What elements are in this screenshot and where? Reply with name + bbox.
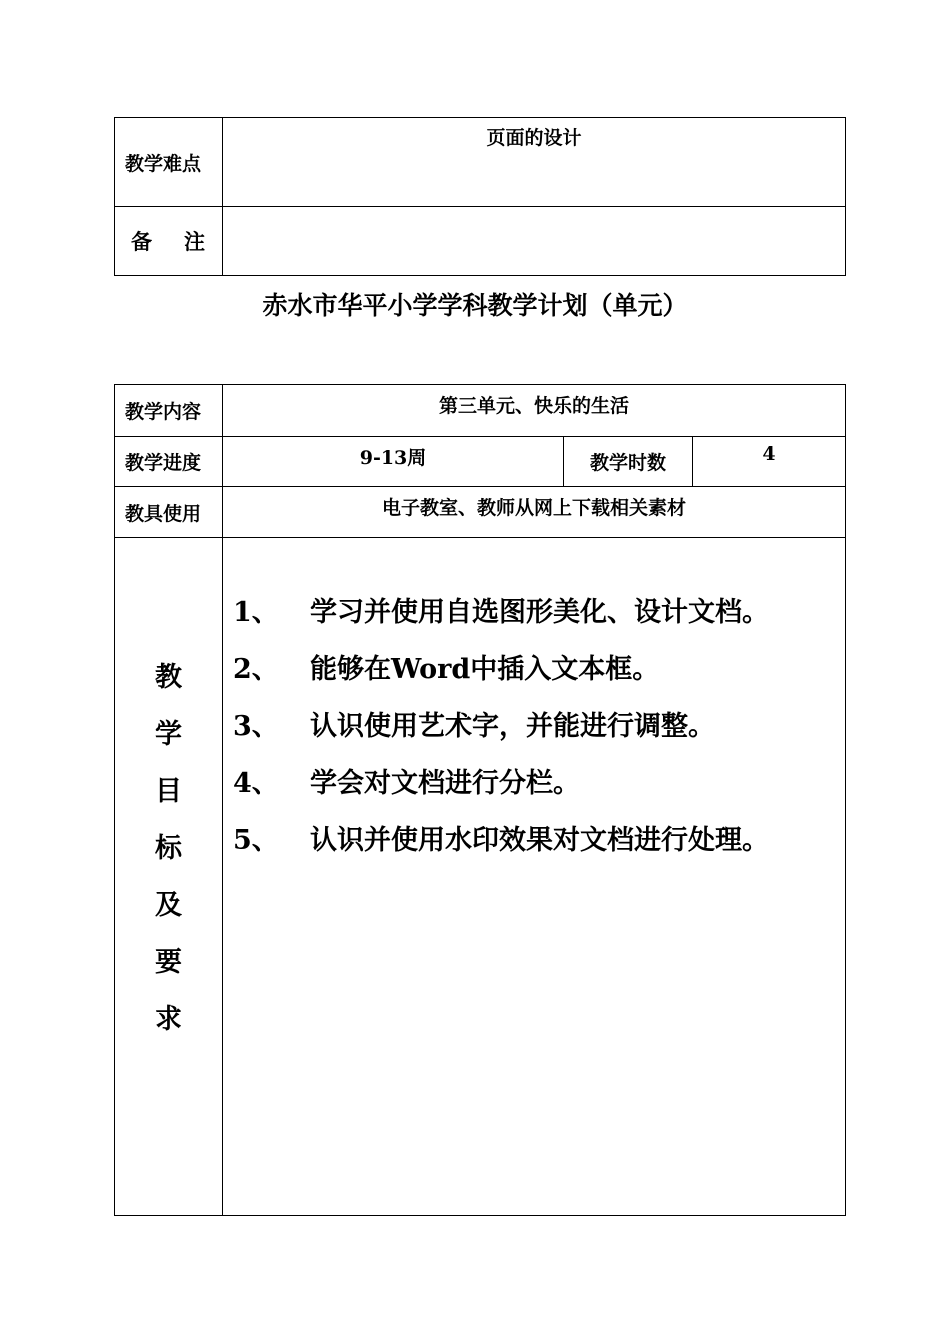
goals-label-char: 目 (155, 776, 182, 807)
notes-label (115, 207, 223, 276)
progress-value: 9-13周 (223, 437, 564, 487)
goals-label-char: 教 (155, 662, 182, 693)
tools-label: 教具使用 (115, 487, 223, 538)
tools-value: 电子教室、教师从网上下载相关素材 (223, 487, 846, 538)
goal-item (223, 704, 845, 761)
notes-row (115, 207, 846, 276)
goal-text: 认识使用艺术字，并能进行调整。 (310, 711, 715, 742)
goals-row (115, 538, 846, 1216)
goals-label-char: 求 (155, 1004, 182, 1035)
content-value: 第三单元、快乐的生活 (223, 385, 846, 437)
notes-label-char-2: 注 (184, 229, 205, 254)
goal-text: 认识并使用水印效果对文档进行处理。 (310, 825, 769, 856)
goal-number: 1、 (233, 597, 279, 628)
goal-item (223, 761, 845, 818)
goal-item (223, 818, 845, 875)
goal-text: 能够在Word中插入文本框。 (310, 654, 660, 685)
goal-number: 2、 (233, 654, 279, 685)
hours-value: 4 (693, 437, 846, 487)
difficulty-label: 教学难点 (115, 118, 223, 207)
content-label: 教学内容 (115, 385, 223, 437)
difficulty-notes-table (114, 117, 846, 276)
progress-label: 教学进度 (115, 437, 223, 487)
goals-label (115, 538, 223, 1216)
difficulty-row (115, 118, 846, 207)
goals-label-char: 要 (155, 947, 182, 978)
goal-number: 3、 (233, 711, 279, 742)
unit-plan-table (114, 384, 846, 1216)
goals-label-char: 标 (155, 833, 182, 864)
goal-text: 学习并使用自选图形美化、设计文档。 (310, 597, 769, 628)
goal-number: 5、 (233, 825, 279, 856)
tools-row (115, 487, 846, 538)
goal-number: 4、 (233, 768, 279, 799)
goals-label-char: 学 (155, 719, 182, 750)
hours-label: 教学时数 (564, 437, 693, 487)
plan-title: 赤水市华平小学学科教学计划（单元） (262, 291, 688, 320)
goal-item (223, 647, 845, 704)
difficulty-value: 页面的设计 (223, 118, 846, 207)
content-row (115, 385, 846, 437)
progress-row (115, 437, 846, 487)
goals-list (223, 538, 846, 1216)
goals-label-char: 及 (155, 890, 182, 921)
goal-item (223, 590, 845, 647)
notes-label-char-1: 备 (131, 229, 152, 254)
goal-text: 学会对文档进行分栏。 (310, 768, 580, 799)
notes-value (223, 207, 846, 276)
